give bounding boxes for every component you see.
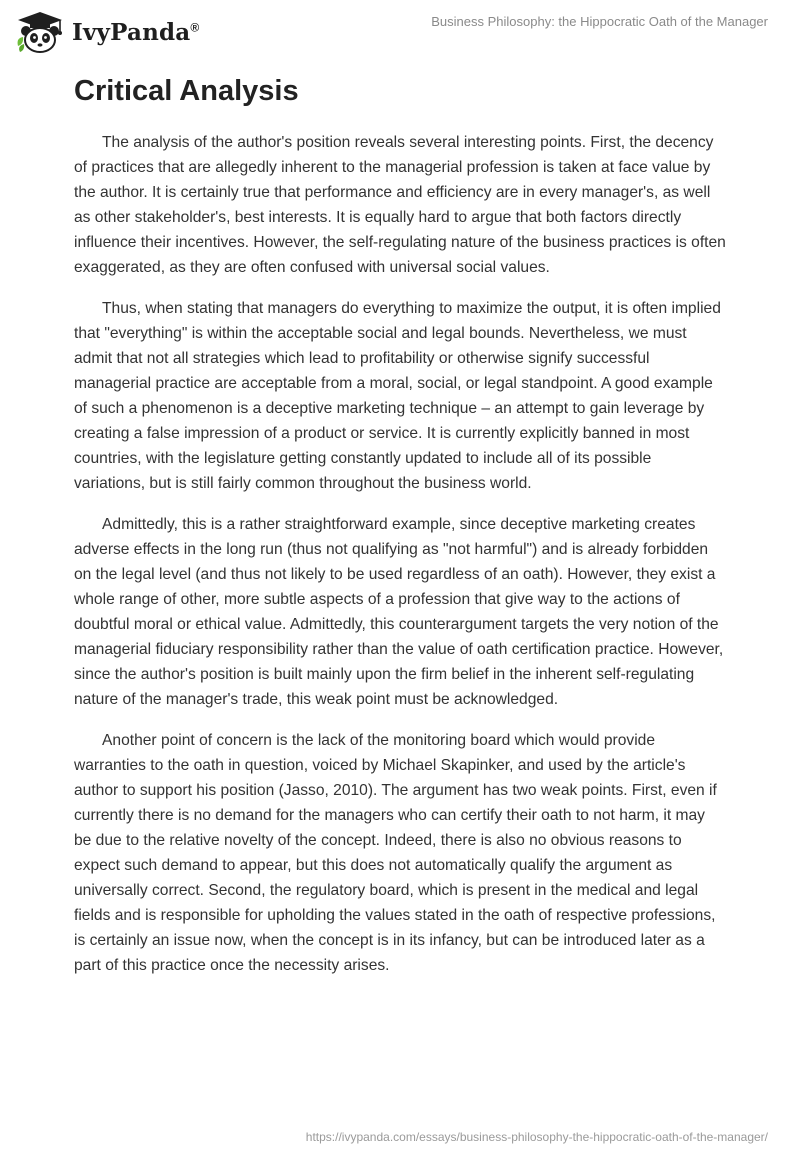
source-url[interactable]: https://ivypanda.com/essays/business-philosophy-the-hippocratic-oath-of-the-manager/ xyxy=(305,1130,768,1144)
paragraph: Admittedly, this is a rather straightforward example, since deceptive marketing creates adverse effects in the long run (thus not qualifying as "not harmful") and is already forbidden on the legal level (and thus not likely to be used regardless of an oath). However, they exist a whole range of other, more subtle aspects of a profession that give way to the actions of doubtful moral or ethical value. Admittedly, this counterargument targets the very notion of the managerial fiduciary responsibility rather than the value of oath certification practice. However, since the author's position is built mainly upon the firm belief in the inherent self-regulating nature of the manager's trade, this weak point must be acknowledged. xyxy=(74,516,724,708)
paragraph: Thus, when stating that managers do everything to maximize the output, it is often implied that "everything" is within the acceptable social and legal bounds. Nevertheless, we must admit that not all strategies which lead to profitability or otherwise signify successful managerial practice are acceptable from a moral, social, or legal standpoint. A good example of such a phenomenon is a deceptive marketing technique – an attempt to gain leverage by creating a false impression of a product or service. It is currently explicitly banned in most countries, with the legislature getting constantly updated to include all of its possible variations, but is still fairly common throughout the business world. xyxy=(74,300,721,492)
brand-name: IvyPanda® xyxy=(72,18,200,46)
article-content xyxy=(74,74,726,994)
document-title: Business Philosophy: the Hippocratic Oath of the Manager xyxy=(431,14,768,29)
page-header xyxy=(0,0,800,60)
panda-graduation-cap-icon xyxy=(14,10,66,54)
paragraph: The analysis of the author's position reveals several interesting points. First, the decency of practices that are allegedly inherent to the managerial profession is taken at face value by the author. It is certainly true that performance and efficiency are in every manager's, as well as other stakeholder's, best interests. It is equally hard to argue that both factors directly influence their incentives. However, the self-regulating nature of the business practices is often exaggerated, as they are often confused with universal social values. xyxy=(74,134,726,276)
section-heading: Critical Analysis xyxy=(74,75,299,107)
paragraph: Another point of concern is the lack of the monitoring board which would provide warranties to the oath in question, voiced by Michael Skapinker, and used by the article's author to support his position (Jasso, 2010). The argument has two weak points. First, even if currently there is no demand for the managers who can certify their oath to not harm, it may be due to the relative novelty of the concept. Indeed, there is also no obvious reasons to expect such demand to appear, but this does not automatically qualify the argument as universally correct. Second, the regulatory board, which is present in the medical and legal fields and is responsible for upholding the values stated in the oath of respective professions, is certainly an issue now, when the concept is in its infancy, but can be introduced later as a part of this practice once the necessity arises. xyxy=(74,732,717,974)
brand-logo[interactable] xyxy=(14,10,199,54)
